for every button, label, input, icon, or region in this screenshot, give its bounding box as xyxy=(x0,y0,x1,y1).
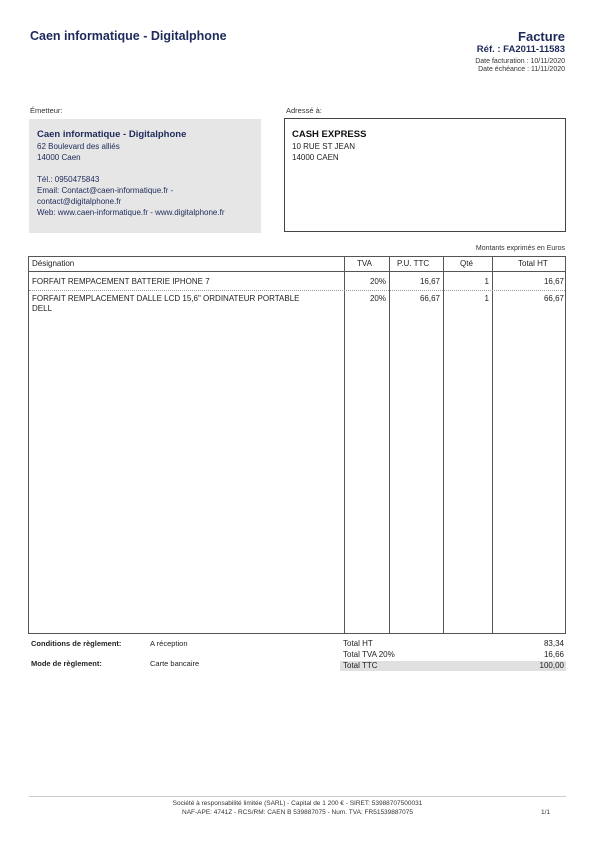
payment-mode-label: Mode de règlement: xyxy=(31,659,102,668)
recipient-label: Adressé à: xyxy=(286,106,322,115)
recipient-address1: 10 RUE ST JEAN xyxy=(292,142,355,151)
recipient-address2: 14000 CAEN xyxy=(292,153,339,162)
invoice-reference: Réf. : FA2011-11583 xyxy=(476,44,565,55)
header-total: Total HT xyxy=(518,259,548,268)
invoice-items-table xyxy=(28,256,566,634)
table-row xyxy=(29,272,565,290)
row-pu: 66,67 xyxy=(419,294,440,303)
page-number: 1/1 xyxy=(540,809,550,816)
emitter-address2: 14000 Caen xyxy=(37,153,81,162)
emitter-web: Web: www.caen-informatique.fr - www.digitalphone.fr xyxy=(37,208,225,217)
emitter-box xyxy=(29,119,261,233)
total-ht-label: Total HT xyxy=(343,639,373,648)
row-total: 66,67 xyxy=(543,294,564,303)
row-designation: FORFAIT REMPACEMENT BATTERIE IPHONE 7 xyxy=(32,277,210,286)
row-total: 16,67 xyxy=(543,277,564,286)
total-ttc-value: 100,00 xyxy=(539,661,564,670)
header-designation: Désignation xyxy=(32,259,75,268)
recipient-name: CASH EXPRESS xyxy=(292,129,367,140)
emitter-name: Caen informatique - Digitalphone xyxy=(37,129,187,140)
footer-legal-line1: Société à responsabilité limitée (SARL) - Capital de 1 200 € - SIRET: 53988707500031 xyxy=(172,800,423,807)
row-tva: 20% xyxy=(369,294,386,303)
table-row xyxy=(29,291,565,321)
document-title: Facture xyxy=(518,29,565,44)
currency-note: Montants exprimés en Euros xyxy=(475,245,565,252)
payment-mode-value: Carte bancaire xyxy=(150,659,200,668)
total-tva-value: 16,66 xyxy=(543,650,564,659)
recipient-box xyxy=(284,118,566,232)
header-tva: TVA xyxy=(357,259,372,268)
company-name-title: Caen informatique - Digitalphone xyxy=(30,29,227,43)
row-pu: 16,67 xyxy=(419,277,440,286)
invoice-date: Date facturation : 10/11/2020 xyxy=(475,58,565,65)
emitter-address1: 62 Boulevard des alliés xyxy=(37,142,120,151)
row-designation: FORFAIT REMPLACEMENT DALLE LCD 15,6" ORDINATEUR PORTABLE xyxy=(32,294,300,303)
row-designation-cont: DELL xyxy=(32,304,53,313)
header-pu: P.U. TTC xyxy=(397,259,430,268)
emitter-label: Émetteur: xyxy=(30,106,63,115)
total-ttc-row xyxy=(340,661,566,671)
row-qty: 1 xyxy=(484,277,489,286)
payment-terms-value: A réception xyxy=(150,639,188,648)
emitter-email-line1: Email: Contact@caen-informatique.fr - xyxy=(37,186,174,195)
emitter-email-line2: contact@digitalphone.fr xyxy=(37,197,122,206)
footer-legal-line2: NAF-APE: 4741Z - RCS/RM: CAEN B 539887075 - Num. TVA: FR51539887075 xyxy=(182,809,413,816)
total-ht-row xyxy=(340,639,566,649)
footer-divider xyxy=(29,796,566,797)
payment-terms-label: Conditions de règlement: xyxy=(31,639,122,648)
emitter-phone: Tél.: 0950475843 xyxy=(37,175,100,184)
header-qty: Qté xyxy=(460,259,473,268)
row-tva: 20% xyxy=(369,277,386,286)
total-ht-value: 83,34 xyxy=(543,639,564,648)
row-qty: 1 xyxy=(484,294,489,303)
total-ttc-label: Total TTC xyxy=(343,661,378,670)
total-tva-label: Total TVA 20% xyxy=(343,650,395,659)
due-date: Date échéance : 11/11/2020 xyxy=(478,66,565,73)
total-tva-row xyxy=(340,650,566,660)
